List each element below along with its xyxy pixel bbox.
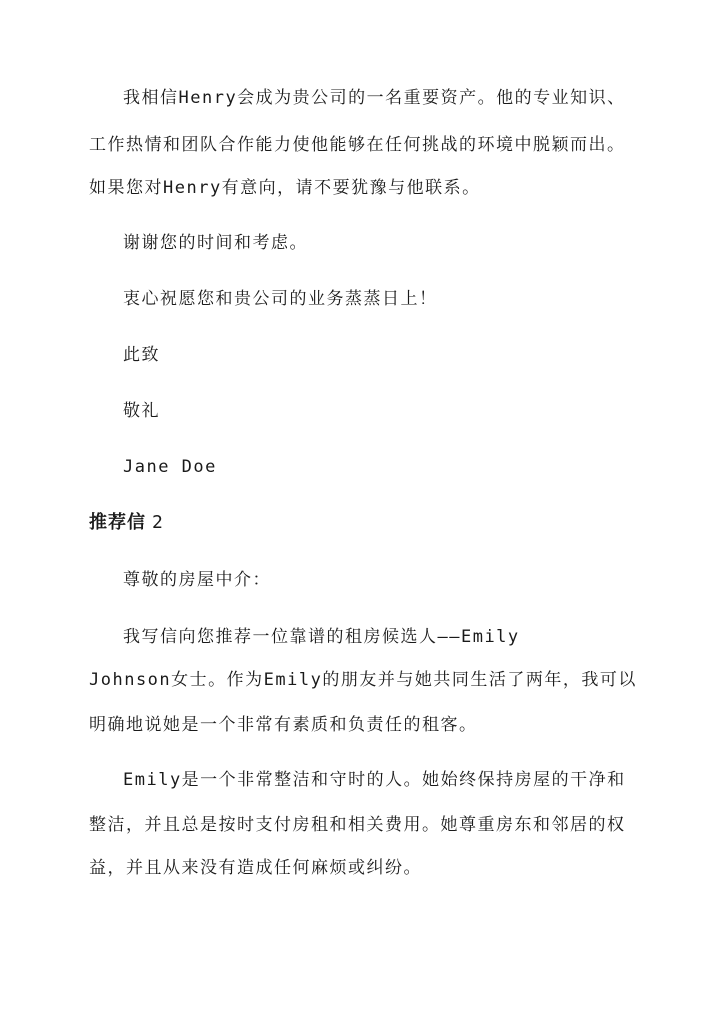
letter2-heading-number: 2 xyxy=(152,512,164,533)
letter1-wishes: 衷心祝愿您和贵公司的业务蒸蒸日上！ xyxy=(123,289,438,309)
letter1-signature: Jane Doe xyxy=(123,457,217,477)
letter2-heading-title: 推荐信 xyxy=(89,512,146,533)
letter2-heading xyxy=(89,513,164,533)
letter2-paragraph2-line1: Emily是一个非常整洁和守时的人。她始终保持房屋的干净和 xyxy=(123,770,626,790)
letter1-paragraph1-line3: 如果您对Henry有意向，请不要犹豫与他联系。 xyxy=(89,178,481,198)
letter2-paragraph2-line2: 整洁，并且总是按时支付房租和相关费用。她尊重房东和邻居的权 xyxy=(89,815,626,835)
letter1-closing-2: 敬礼 xyxy=(123,401,160,421)
letter2-paragraph1-line1: 我写信向您推荐一位靠谱的租房候选人——Emily xyxy=(123,627,520,647)
letter2-paragraph1-line3: 明确地说她是一个非常有素质和负责任的租客。 xyxy=(89,715,478,735)
letter2-salutation: 尊敬的房屋中介： xyxy=(123,570,271,590)
letter1-thanks: 谢谢您的时间和考虑。 xyxy=(123,233,308,253)
letter2-paragraph2-line3: 益，并且从来没有造成任何麻烦或纠纷。 xyxy=(89,858,422,878)
letter2-paragraph1-line2: Johnson女士。作为Emily的朋友并与她共同生活了两年，我可以 xyxy=(89,670,637,690)
letter1-paragraph1-line1: 我相信Henry会成为贵公司的一名重要资产。他的专业知识、 xyxy=(123,88,626,108)
letter1-closing-1: 此致 xyxy=(123,345,160,365)
letter1-paragraph1-line2: 工作热情和团队合作能力使他能够在任何挑战的环境中脱颖而出。 xyxy=(89,135,626,155)
